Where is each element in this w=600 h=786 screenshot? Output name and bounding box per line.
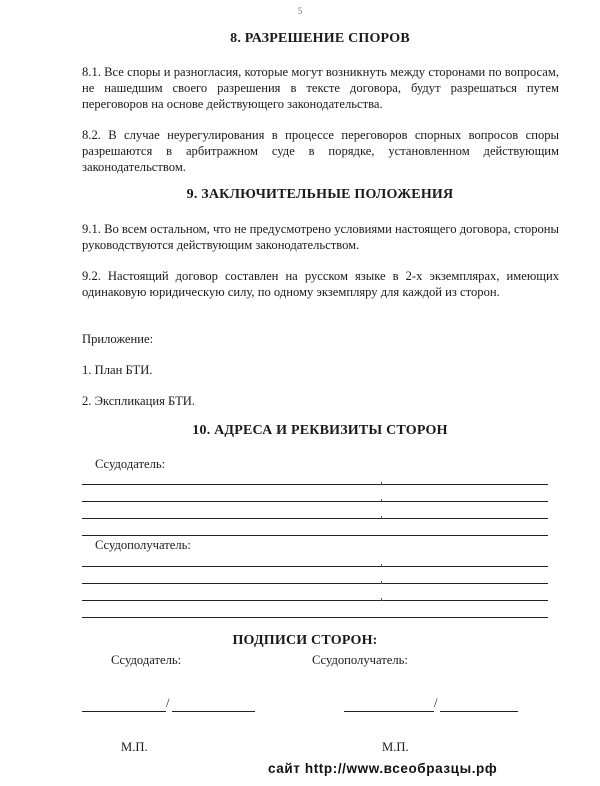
signature-lender-label: Ссудодатель: (111, 653, 182, 667)
borrower-details-line (82, 617, 548, 618)
appendix-item-1: 1. План БТИ. (82, 363, 153, 377)
line-tick (381, 482, 382, 485)
stamp-place-lender: М.П. (121, 740, 148, 754)
section-8-paragraph-2: 8.2. В случае неурегулирования в процессе переговоров спорных вопросов споры разрешаются в арбитражном суде в порядке, установленном действующим законодательством. (82, 128, 559, 174)
appendix-item-2: 2. Экспликация БТИ. (82, 394, 196, 408)
borrower-name-line (440, 711, 518, 712)
borrower-details-line (82, 600, 548, 601)
section-8-heading: 8. РАЗРЕШЕНИЕ СПОРОВ (230, 31, 410, 46)
lender-details-line (82, 535, 548, 536)
section-9-heading: 9. ЗАКЛЮЧИТЕЛЬНЫЕ ПОЛОЖЕНИЯ (186, 187, 454, 202)
signature-slash: / (434, 696, 438, 710)
section-8-paragraph-1: 8.1. Все споры и разногласия, которые могут возникнуть между сторонами по вопросам, не нашедшим своего разрешения в тексте договора, будут разрешаться путем переговоров на основе действующего законодательства. (82, 65, 559, 111)
lender-details-line (82, 484, 548, 485)
section-9-paragraph-2: 9.2. Настоящий договор составлен на русском языке в 2-х экземплярах, имеющих одинаковую юридическую силу, по одному экземпляру для каждой из сторон. (82, 269, 559, 299)
borrower-signature-line (344, 711, 434, 712)
borrower-details-line (82, 566, 548, 567)
lender-details-line (82, 501, 548, 502)
lender-details-line (82, 518, 548, 519)
appendix-label: Приложение: (82, 332, 154, 346)
borrower-details-line (82, 583, 548, 584)
signature-slash: / (166, 696, 170, 710)
site-watermark: сайт http://www.всеобразцы.рф (268, 761, 498, 776)
section-9-paragraph-1: 9.1. Во всем остальном, что не предусмотрено условиями настоящего договора, стороны руководствуются действующим законодательством. (82, 222, 559, 252)
line-tick (381, 499, 382, 502)
lender-name-line (172, 711, 255, 712)
page-number: 5 (297, 6, 303, 16)
signature-borrower-label: Ссудополучатель: (312, 653, 408, 667)
signatures-heading: ПОДПИСИ СТОРОН: (232, 633, 378, 648)
borrower-label: Ссудополучатель: (95, 538, 191, 552)
lender-label: Ссудодатель: (95, 457, 166, 471)
stamp-place-borrower: М.П. (382, 740, 409, 754)
line-tick (381, 564, 382, 567)
section-10-heading: 10. АДРЕСА И РЕКВИЗИТЫ СТОРОН (192, 423, 448, 438)
lender-signature-line (82, 711, 166, 712)
line-tick (381, 598, 382, 601)
line-tick (381, 581, 382, 584)
line-tick (381, 516, 382, 519)
